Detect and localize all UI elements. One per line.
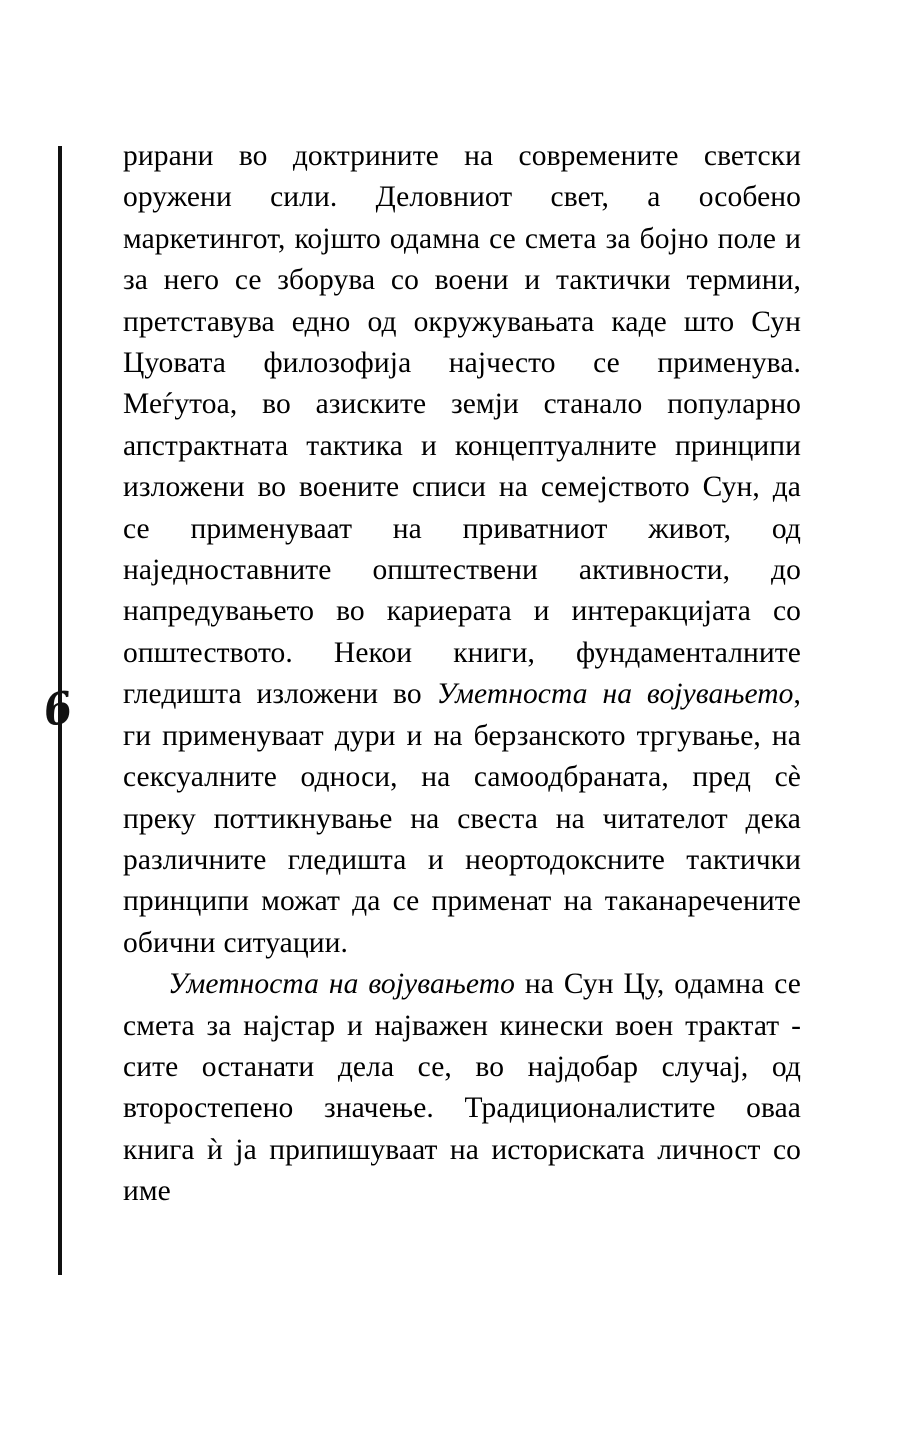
italic-title-run: Уметноста на војувањето: [168, 968, 515, 1001]
text-run: , ги применуваат дури и на берзанското тргување, на сексуалните односи, на самоодбраната, пред сѐ преку поттикнување на свеста на читателот дека различните гледишта и неортодоксните тактички принципи можат да се применат на таканаречените обични ситуации.: [123, 678, 801, 959]
page-number-folio: 6: [40, 682, 76, 737]
paragraph-2: [123, 964, 801, 1212]
italic-title-run: Уметноста на војувањето: [436, 678, 794, 711]
text-run: на Сун Цу, одамна се смета за најстар и најважен кинески воен трактат - сите останати дела се, во најдобар случај, од второстепено значење. Традиционалистите оваа книга ѝ ја припишуваат на историската личност со име: [123, 968, 801, 1208]
body-text-column: [123, 136, 801, 1213]
paragraph-1: [123, 136, 801, 964]
text-run: рирани во доктрините на современите светски оружени сили. Деловниот свет, а особено маркетингот, којшто одамна се смета за бојно поле и за него се зборува со воени и тактички термини, претставува едно од окружувањата каде што Сун Цуовата филозофија најчесто се применува. Меѓутоа, во азиските земји станало популарно апстрактната тактика и концептуалните принципи изложени во воените списи на семејството Сун, да се применуваат на приватниот живот, од наједноставните општествени активности, до напредувањето во кариерата и интеракцијата со општеството. Некои книги, фундаменталните гледишта изложени во: [123, 140, 801, 711]
